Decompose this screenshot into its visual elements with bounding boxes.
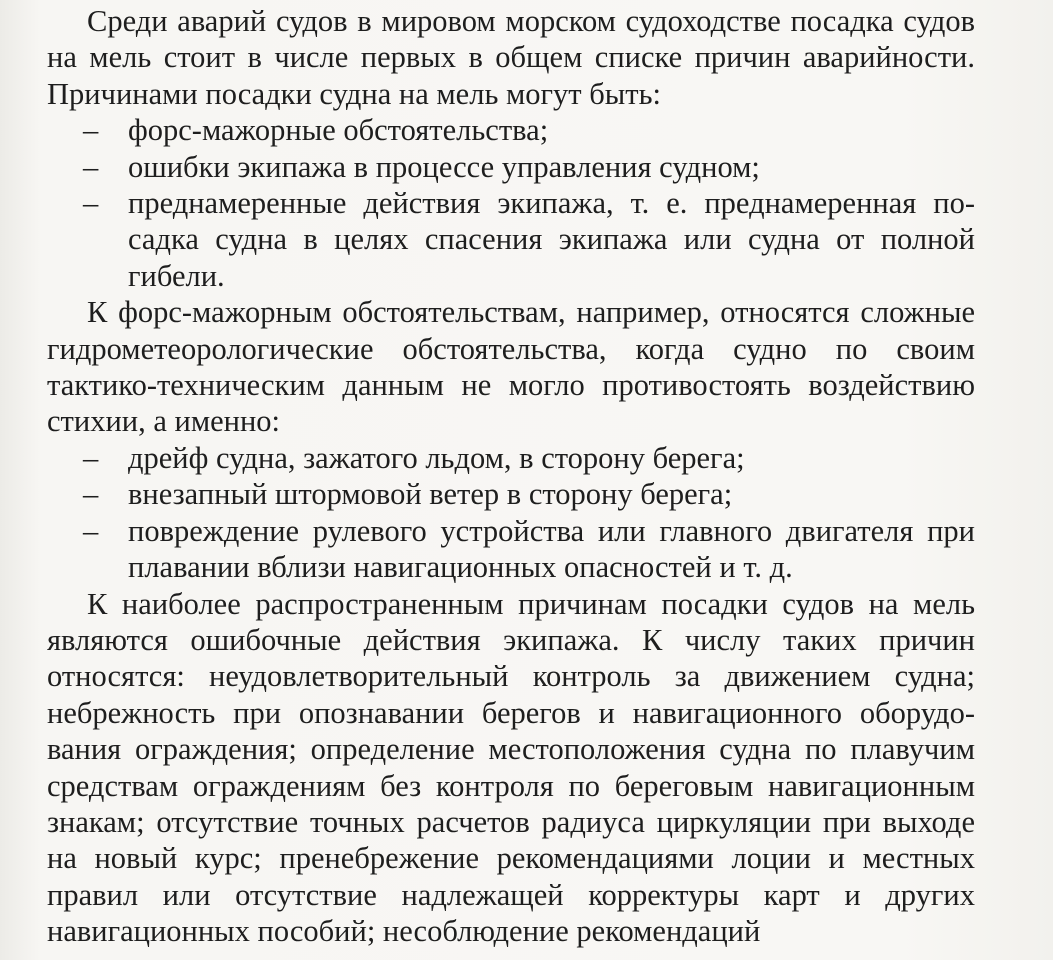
paragraph-force-majeure: К форс-мажорным обстоятельствам, например, относятся сложные гидрометеорологические обстоятельства, когда судно по своим тактико-техническим данным не могло противостоять воздействию стихии, а именно: [47,295,975,439]
list-item-text: преднамеренные действия экипажа, т. е. преднамеренная посадка судна в целях спасения экипажа или судна от полной гибели. [128,186,975,293]
paragraph-crew-errors: К наиболее распространенным причинам посадки судов на мель являются ошибочные действия экипажа. К числу таких причин относятся: неудовлетворительный контроль за движением судна; небрежность при опознавании берегов и навигационного оборудования ограждения; определение местоположения судна по плавучим средствам ограждениям без контроля по береговым навигационным знакам; отсутствие точных расчетов радиуса циркуляции при выходе на новый курс; пренебрежение рекомендациями лоции и местных правил или отсутствие надлежащей корректуры карт и других навигационных пособий; несоблюдение рекомендаций [47,586,975,949]
list-item-text: дрейф судна, зажатого льдом, в сторону берега; [128,440,745,475]
dash-bullet: – [83,149,99,184]
dash-bullet: – [83,113,99,148]
list-item-text: внезапный штормовой ветер в сторону берега; [128,477,733,512]
list-item [47,440,975,476]
list-item [47,149,975,185]
list-item [47,476,975,512]
force-majeure-list [47,440,975,586]
dash-bullet: – [83,440,99,475]
list-item-text: форс-мажорные обстоятельства; [128,113,549,148]
dash-bullet: – [83,513,99,548]
list-item [47,513,975,586]
list-item-text: повреждение рулевого устройства или главного двигателя при плавании вблизи навигационных опасностей и т. д. [128,513,975,585]
list-item [47,112,975,148]
page-text [47,3,975,950]
dash-bullet: – [83,477,99,512]
paragraph-intro: Среди аварий судов в мировом морском судоходстве посадка судов на мель стоит в числе первых в общем списке причин аварийности. Причинами посадки судна на мель могут быть: [47,4,975,111]
dash-bullet: – [83,186,99,221]
list-item [47,185,975,294]
list-item-text: ошибки экипажа в процессе управления судном; [128,149,760,184]
causes-list [47,112,975,294]
